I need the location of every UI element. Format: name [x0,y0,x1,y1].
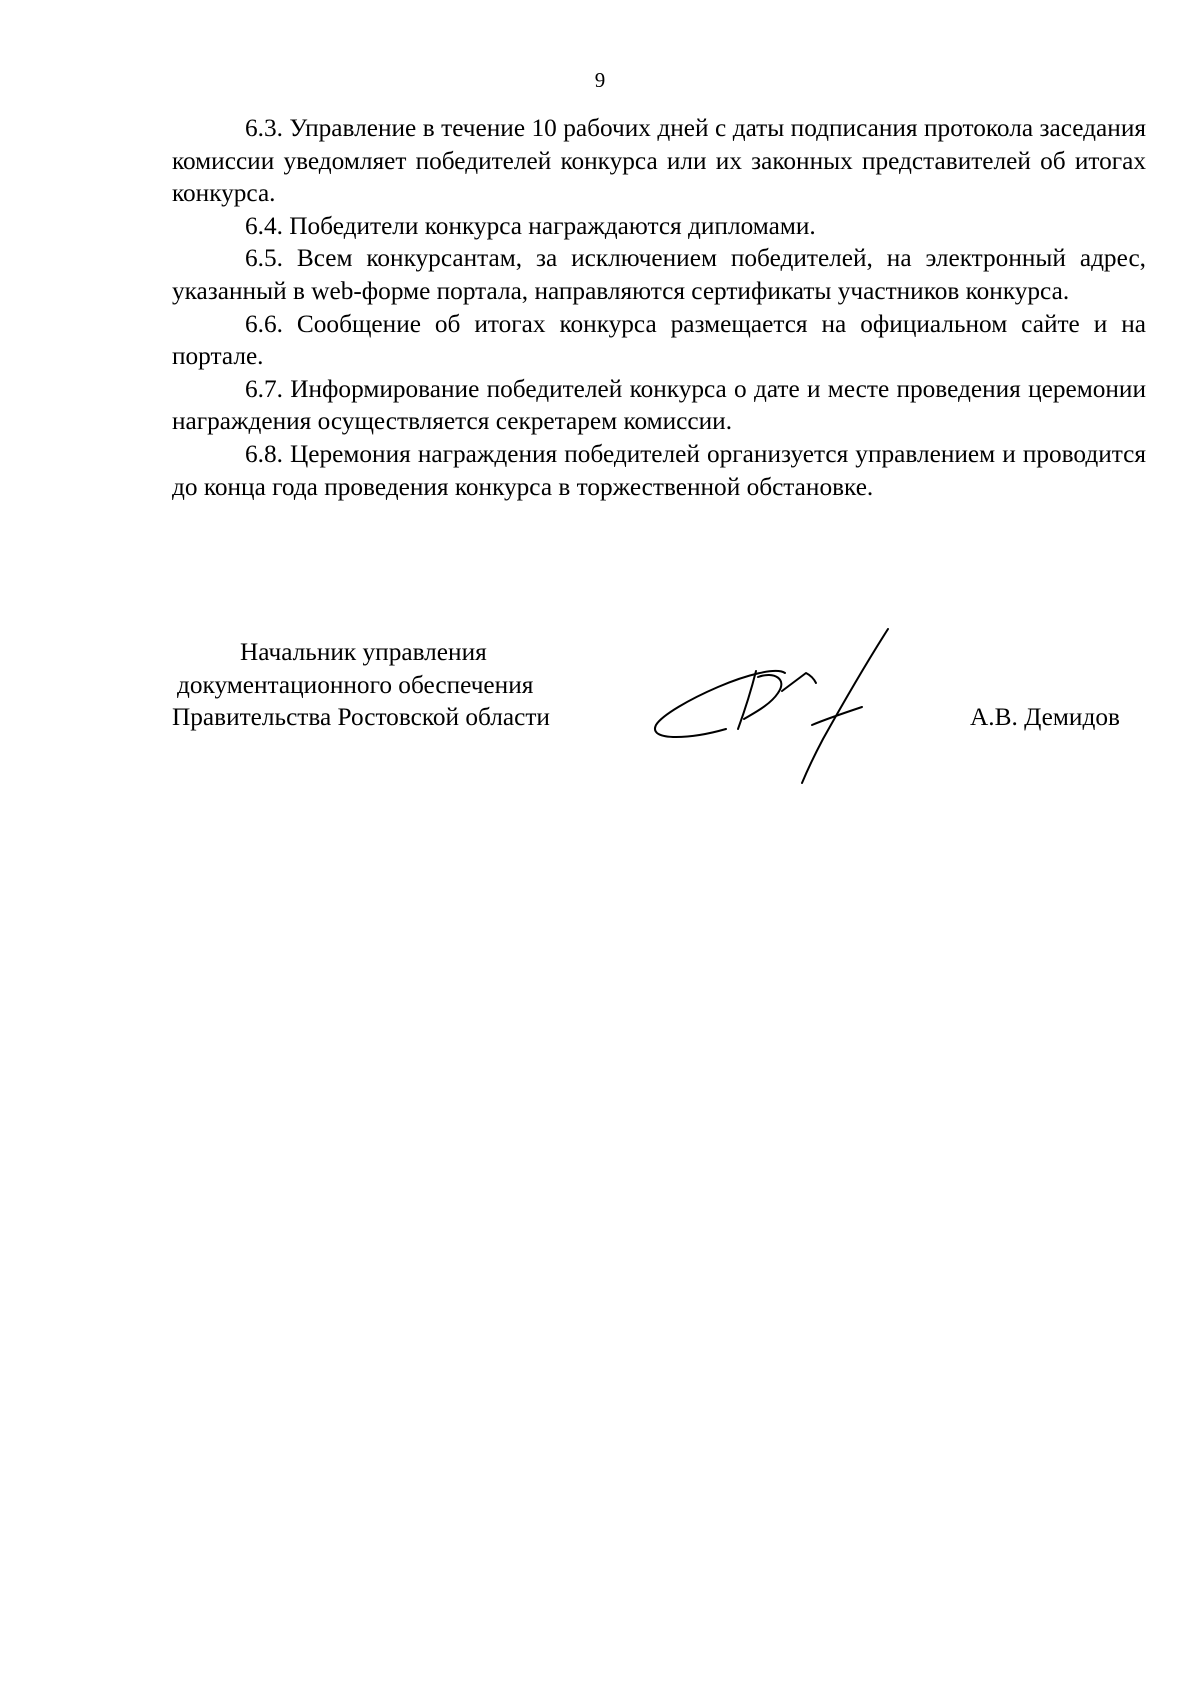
paragraph-6-6: 6.6. Сообщение об итогах конкурса размещается на официальном сайте и на портале. [172,309,1146,371]
signatory-name: А.В. Демидов [970,703,1120,731]
position-line: Правительства Ростовской области [172,703,550,732]
paragraph-6-4: 6.4. Победители конкурса награждаются дипломами. [245,211,816,240]
paragraph-6-3: 6.3. Управление в течение 10 рабочих дней с даты подписания протокола заседания комиссии уведомляет победителей конкурса или их законных представителей об итогах конкурса. [172,114,1146,208]
paragraph-6-5: 6.5. Всем конкурсантам, за исключением победителей, на электронный адрес, указанный в web-форме портала, направляются сертификаты участников конкурса. [172,244,1146,305]
handwritten-signature [650,625,930,785]
position-line: документационного обеспечения [177,670,534,699]
paragraph-6-8: 6.8. Церемония награждения победителей организуется управлением и проводится до конца года проведения конкурса в торжественной обстановке. [172,439,1146,501]
position-line: Начальник управления [240,638,487,666]
signatory-position [160,636,630,734]
page-number: 9 [594,68,606,92]
paragraph-6-7: 6.7. Информирование победителей конкурса о дате и месте проведения церемонии награждения осуществляется секретарем комиссии. [172,374,1146,436]
document-body [172,112,1146,503]
